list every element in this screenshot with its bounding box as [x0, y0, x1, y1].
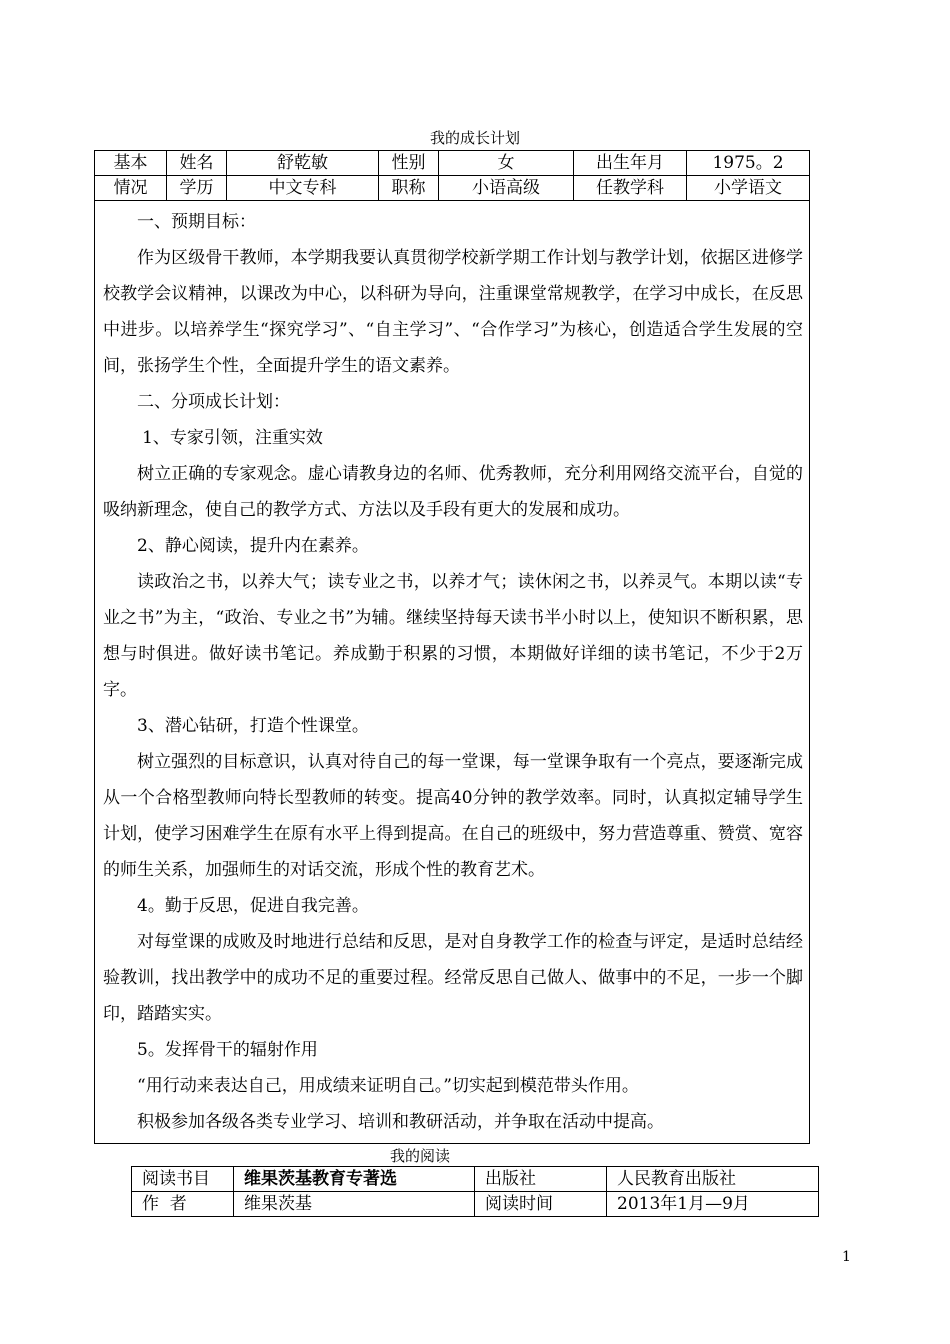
label-name: 姓名: [167, 151, 227, 176]
reading-row-2: [132, 1192, 819, 1217]
label-gender: 性别: [379, 151, 439, 176]
label-birth: 出生年月: [574, 151, 687, 176]
cell-situation: 情况: [95, 176, 167, 201]
paragraph-5b: 积极参加各级各类专业学习、培训和教研活动，并争取在活动中提高。: [137, 1112, 664, 1132]
heading-goals: 一、预期目标：: [137, 212, 256, 232]
reading-title: 我的阅读: [389, 1147, 450, 1165]
value-birth: 1975。2: [687, 151, 810, 176]
subheading-5: 5。发挥骨干的辐射作用: [137, 1040, 318, 1060]
label-education: 学历: [167, 176, 227, 201]
plan-body-row: [95, 201, 810, 1144]
subheading-1: 1、专家引领，注重实效: [142, 428, 323, 448]
value-education: 中文专科: [227, 176, 379, 201]
info-row-2: [95, 176, 810, 201]
value-publisher: 人民教育出版社: [607, 1167, 819, 1192]
label-title: 职称: [379, 176, 439, 201]
paragraph-2: 读政治之书，以养大气；读专业之书，以养才气；读休闲之书，以养灵气。本期以读“专业之书”为主，“政治、专业之书”为辅。继续坚持每天读书半小时以上，使知识不断积累，思想与时俱进。做好读书笔记。养成勤于积累的习惯，本期做好详细的读书笔记，不少于2万字。: [103, 572, 803, 700]
value-subject: 小学语文: [687, 176, 810, 201]
value-book: 维果茨基教育专著选: [234, 1167, 475, 1192]
reading-row-1: [132, 1167, 819, 1192]
subheading-3: 3、潜心钻研，打造个性课堂。: [137, 716, 369, 736]
cell-basic: 基本: [95, 151, 167, 176]
subheading-2: 2、静心阅读，提升内在素养。: [137, 536, 369, 556]
growth-plan-table: [94, 150, 810, 1144]
label-book: 阅读书目: [132, 1167, 234, 1192]
value-author: 维果茨基: [234, 1192, 475, 1217]
value-read-time: 2013年1月—9月: [607, 1192, 819, 1217]
plan-body: [95, 201, 810, 1144]
reading-table: [131, 1166, 819, 1217]
label-subject: 任教学科: [574, 176, 687, 201]
info-row-1: [95, 151, 810, 176]
value-name: 舒乾敏: [227, 151, 379, 176]
subheading-4: 4。勤于反思，促进自我完善。: [137, 896, 369, 916]
value-title: 小语高级: [439, 176, 574, 201]
paragraph-1: 树立正确的专家观念。虚心请教身边的名师、优秀教师，充分利用网络交流平台，自觉的吸纳新理念，使自己的教学方式、方法以及手段有更大的发展和成功。: [103, 464, 803, 520]
page-title: 我的成长计划: [429, 129, 520, 147]
page-number: 1: [842, 1249, 851, 1265]
paragraph-3: 树立强烈的目标意识，认真对待自己的每一堂课，每一堂课争取有一个亮点，要逐渐完成从一个合格型教师向特长型教师的转变。提高40分钟的教学效率。同时，认真拟定辅导学生计划，使学习困难学生在原有水平上得到提高。在自己的班级中，努力营造尊重、赞赏、宽容的师生关系，加强师生的对话交流，形成个性的教育艺术。: [103, 752, 803, 880]
label-publisher: 出版社: [475, 1167, 607, 1192]
value-gender: 女: [439, 151, 574, 176]
label-read-time: 阅读时间: [475, 1192, 607, 1217]
label-author: 作 者: [132, 1192, 234, 1217]
paragraph-goals: 作为区级骨干教师，本学期我要认真贯彻学校新学期工作计划与教学计划，依据区进修学校教学会议精神，以课改为中心，以科研为导向，注重课堂常规教学，在学习中成长，在反思中进步。以培养学生“探究学习”、“自主学习”、“合作学习”为核心，创造适合学生发展的空间，张扬学生个性，全面提升学生的语文素养。: [103, 248, 803, 376]
heading-plans: 二、分项成长计划：: [137, 392, 290, 412]
paragraph-4: 对每堂课的成败及时地进行总结和反思，是对自身教学工作的检查与评定，是适时总结经验教训，找出教学中的成功不足的重要过程。经常反思自己做人、做事中的不足，一步一个脚印，踏踏实实。: [103, 932, 803, 1024]
paragraph-5a: “用行动来表达自己，用成绩来证明自己。”切实起到模范带头作用。: [137, 1076, 639, 1096]
